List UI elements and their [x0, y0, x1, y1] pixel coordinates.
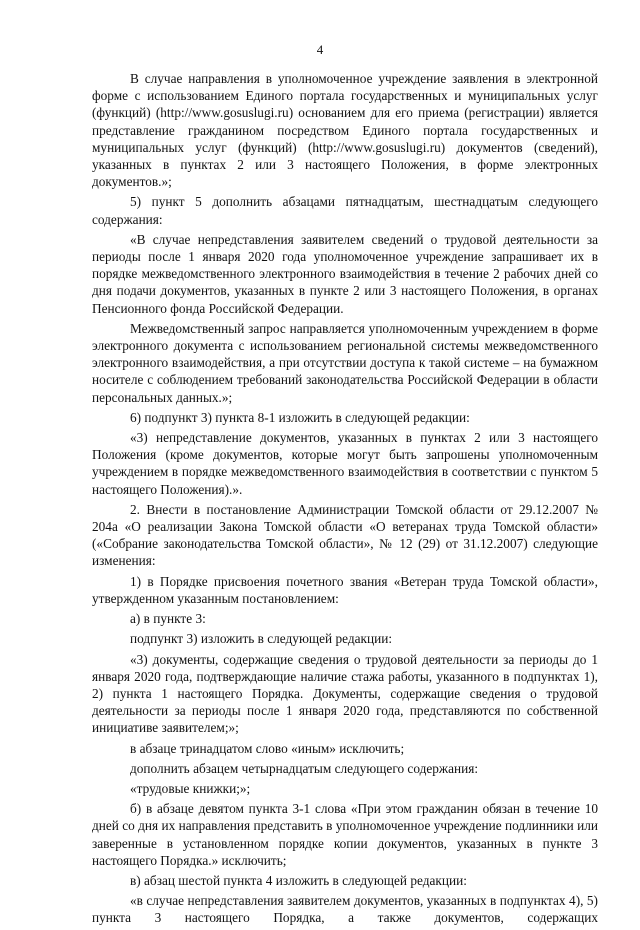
- paragraph: 2. Внести в постановление Администрации Томской области от 29.12.2007 № 204а «О реализации Закона Томской области «О ветеранах труда Томской области» («Собрание законодательства Томской области», № 12 (29) от 31.12.2007) следующие изменения:: [92, 501, 598, 569]
- paragraph: «в случае непредставления заявителем документов, указанных в подпунктах 4), 5) пункта 3 настоящего Порядка, а также документов, содержащих: [92, 893, 598, 926]
- paragraph: в) абзац шестой пункта 4 изложить в следующей редакции:: [130, 872, 467, 888]
- paragraph: В случае направления в уполномоченное учреждение заявления в электронной форме с использованием Единого портала государственных и муниципальных услуг (функций) (http://www.gosuslugi.ru) основанием для его приема (регистрации) является представление гражданином посредством Единого портала государственных и муниципальных услуг (функций) (http://www.gosuslugi.ru) документов (сведений), указанных в пунктах 2 или 3 настоящего Положения, в форме электронных документов.»;: [92, 71, 598, 190]
- paragraph: дополнить абзацем четырнадцатым следующего содержания:: [130, 760, 479, 776]
- paragraph: подпункт 3) изложить в следующей редакции:: [130, 631, 393, 647]
- paragraph: а) в пункте 3:: [130, 611, 206, 627]
- paragraph: 6) подпункт 3) пункта 8-1 изложить в следующей редакции:: [130, 409, 470, 425]
- paragraph: в абзаце тринадцатом слово «иным» исключить;: [130, 740, 405, 756]
- paragraph: «В случае непредставления заявителем сведений о трудовой деятельности за периоды после 1 января 2020 года уполномоченное учреждение запрашивает их в порядке межведомственного электронного взаимодействия в течение 2 рабочих дней со дня подачи документов, указанных в пункте 2 или 3 настоящего Положения, в органах Пенсионного фонда Российской Федерации.: [92, 231, 598, 316]
- paragraph: «3) непредставление документов, указанных в пунктах 2 или 3 настоящего Положения (кроме документов, которые могут быть запрошены уполномоченным учреждением в порядке межведомственного взаимодействия в соответствии с пунктом 5 настоящего Положения).».: [92, 430, 598, 497]
- paragraph: «трудовые книжки;»;: [130, 780, 251, 796]
- paragraph: б) в абзаце девятом пункта 3-1 слова «При этом гражданин обязан в течение 10 дней со дня их направления представить в уполномоченное учреждение подлинники или заверенные в установленном порядке копии документов, указанных в пункте 3 настоящего Порядка.» исключить;: [92, 801, 598, 868]
- paragraph: 1) в Порядке присвоения почетного звания «Ветеран труда Томской области», утвержденном указанным постановлением:: [92, 573, 598, 606]
- paragraph: 5) пункт 5 дополнить абзацами пятнадцатым, шестнадцатым следующего содержания:: [92, 194, 598, 227]
- page-number: 4: [316, 42, 324, 57]
- document-body: [92, 70, 598, 930]
- paragraph: «3) документы, содержащие сведения о трудовой деятельности за периоды до 1 января 2020 года, подтверждающие наличие стажа работы, указанного в подпунктах 1), 2) пункта 1 настоящего Порядка. Документы, содержащие сведения о трудовой деятельности за периоды после 1 января 2020 года, представляются по собственной инициативе заявителем;»;: [92, 651, 598, 736]
- paragraph: Межведомственный запрос направляется уполномоченным учреждением в форме электронного документа с использованием региональной системы межведомственного электронного взаимодействия, а при отсутствии доступа к такой системе – на бумажном носителе с соблюдением требований законодательства Российской Федерации в области персональных данных.»;: [92, 320, 598, 405]
